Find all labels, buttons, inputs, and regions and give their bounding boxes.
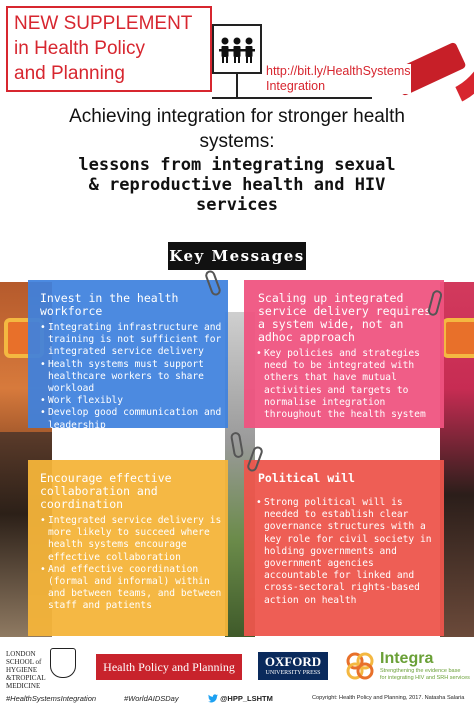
- list-item: • Develop good communication and leadership: [40, 407, 222, 431]
- subtitle-line-3: services: [196, 195, 278, 215]
- box-title: Political will: [258, 471, 355, 485]
- twitter-bird-icon: [208, 694, 218, 703]
- divider-line: [212, 97, 372, 99]
- message-box-political-will: [244, 460, 444, 636]
- message-box-collaboration: [28, 460, 228, 636]
- box-list: [244, 348, 444, 421]
- url-line-1: http://bit.ly/HealthSystems: [266, 64, 411, 78]
- oxford-name: OXFORD: [264, 654, 322, 669]
- list-item: • Integrating infrastructure and training is not sufficient for integrated service delivery: [40, 322, 222, 359]
- integra-name: Integra: [380, 650, 434, 667]
- integra-tagline: [380, 668, 470, 681]
- list-item: • Key policies and strategies need to be integrated with others that have mutual activities and targets to normalise integration throughout the health system: [256, 348, 438, 421]
- supplement-line-2: in Health Policy: [14, 38, 145, 59]
- lshtm-line: &TROPICAL: [6, 674, 46, 682]
- list-item: • And effective coordination (formal and informal) within and between teams, and between staff and patients: [40, 564, 222, 613]
- supplement-label: [6, 6, 212, 92]
- message-box-scaling-up: [244, 280, 444, 428]
- lshtm-line: HYGIENE: [6, 666, 38, 674]
- box-list: [28, 322, 228, 432]
- connector-line: [236, 74, 238, 98]
- list-item: • Integrated service delivery is more likely to succeed where health systems encourage effective collaboration: [40, 515, 222, 564]
- supplement-line-1: NEW SUPPLEMENT: [14, 13, 193, 34]
- oxford-sub: UNIVERSITY PRESS: [265, 670, 321, 676]
- message-box-workforce: [28, 280, 228, 431]
- key-messages-heading: Key Messages: [168, 242, 306, 270]
- footer-bar: [0, 692, 474, 708]
- integra-knot-icon: [344, 650, 376, 682]
- lshtm-line: SCHOOL of: [6, 658, 42, 666]
- box-title: Encourage effective collaboration and coordination: [40, 471, 172, 511]
- subtitle-line-2: & reproductive health and HIV: [88, 175, 386, 195]
- main-title-line-1: Achieving integration for stronger health: [69, 106, 405, 127]
- subtitle-line-1: lessons from integrating sexual: [78, 155, 396, 175]
- integra-tag-line: for integrating HIV and SRH services: [380, 674, 470, 681]
- people-group-icon: [212, 24, 262, 74]
- box-title: Scaling up integrated service delivery requires a system wide, not an adhoc approach: [258, 291, 432, 344]
- supplement-link[interactable]: [264, 64, 411, 94]
- subtitle: [0, 155, 474, 215]
- lshtm-line: MEDICINE: [6, 682, 41, 690]
- hashtag-health-systems[interactable]: #HealthSystemsIntegration: [6, 694, 97, 703]
- list-item: • Health systems must support healthcare workers to share workload: [40, 359, 222, 396]
- box-list: [244, 489, 444, 607]
- main-title: [0, 104, 474, 154]
- footer-logos: [0, 642, 474, 692]
- list-item: • Work flexibly: [40, 395, 222, 407]
- url-line-2: Integration: [266, 79, 326, 93]
- twitter-handle-text: @HPP_LSHTM: [220, 694, 273, 703]
- supplement-line-3: and Planning: [14, 63, 125, 84]
- lshtm-line: LONDON: [6, 650, 36, 658]
- copyright: Copyright: Health Policy and Planning, 2017. Natasha Salaria: [312, 695, 465, 701]
- school-crest-icon: [50, 648, 76, 678]
- integra-tag-line: Strengthening the evidence base: [380, 668, 461, 674]
- integra-knot-icon: [442, 318, 474, 358]
- main-title-line-2: systems:: [199, 131, 275, 152]
- list-item: • Strong political will is needed to establish clear governance structures with a key role for civil society in holding governments and government agencies accountable for linked and cross-sectoral rights-based action on health: [256, 497, 438, 607]
- hpp-logo: Health Policy and Planning: [96, 654, 242, 680]
- box-title: Invest in the health workforce: [40, 291, 179, 318]
- oxford-logo: [258, 652, 328, 680]
- lshtm-logo: [6, 650, 46, 690]
- box-list: [28, 515, 228, 613]
- twitter-handle[interactable]: [208, 694, 273, 703]
- hashtag-world-aids-day[interactable]: #WorldAIDSDay: [124, 694, 179, 703]
